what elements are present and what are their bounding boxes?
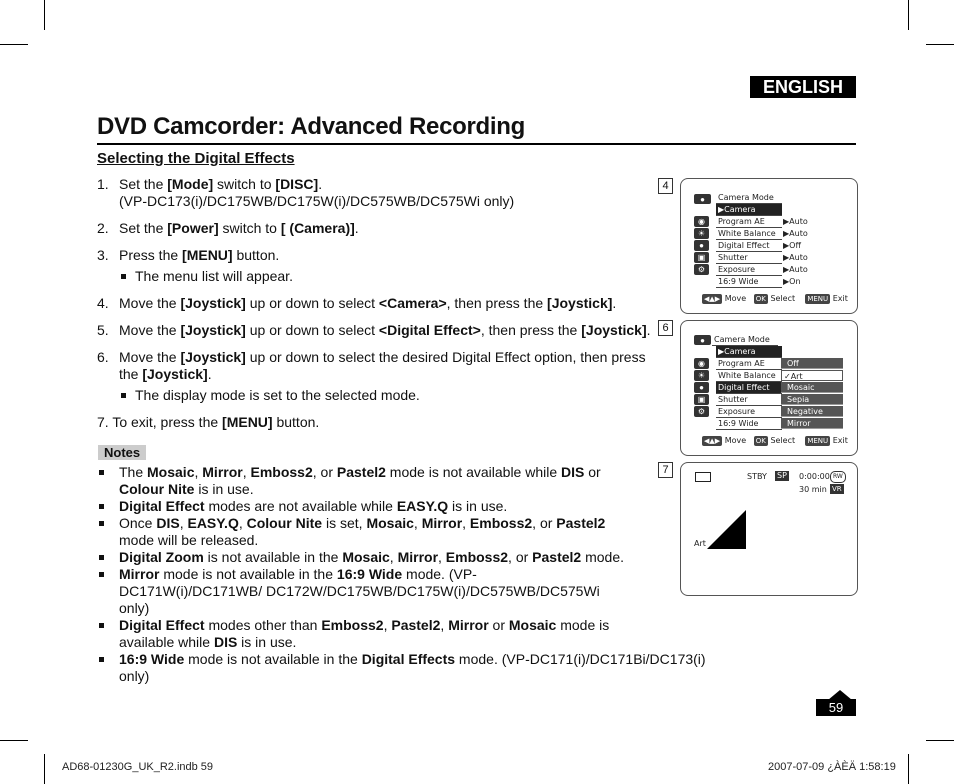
- battery-icon: [695, 472, 711, 482]
- rw-disc-icon: RW: [830, 471, 846, 483]
- menu-item-white-balance: White Balance: [716, 370, 782, 382]
- crop-mark: [908, 754, 909, 784]
- step-1: 1. Set the [Mode] switch to [DISC]. (VP-DC173(i)/DC175WB/DC175W(i)/DC575WB/DC575Wi only): [97, 176, 515, 209]
- menu-value: ▶Auto: [783, 253, 808, 262]
- effect-option: Off: [781, 358, 843, 369]
- time-counter: 0:00:00: [799, 472, 830, 481]
- remaining-time: 30 min: [799, 485, 827, 494]
- effect-label: Art: [694, 539, 706, 548]
- camera-mode-icon: ●: [694, 335, 711, 345]
- digital-effect-icon: ●: [694, 240, 709, 251]
- menu-item-digital-effect: Digital Effect: [716, 240, 782, 252]
- step-7: 7. To exit, press the [MENU] button.: [97, 414, 320, 430]
- crop-mark: [926, 44, 954, 45]
- step-3-sub: The menu list will appear.: [119, 268, 657, 285]
- page-title: DVD Camcorder: Advanced Recording: [97, 113, 525, 140]
- footer-file-info: AD68-01230G_UK_R2.indb 59: [62, 761, 214, 773]
- note-item: Digital Effect modes are not available while EASY.Q is in use.: [97, 498, 737, 515]
- step-3: 3. Press the [MENU] button. The menu list will appear.: [97, 247, 657, 285]
- menu-item-program-ae: Program AE: [716, 216, 782, 228]
- effect-option: Mirror: [781, 418, 843, 429]
- notes-label: Notes: [98, 445, 146, 460]
- menu-value: ▶On: [783, 277, 801, 286]
- joystick-icon: ◀▲▶: [704, 295, 721, 303]
- step-5: 5. Move the [Joystick] up or down to select <Digital Effect>, then press the [Joystick].: [97, 322, 651, 338]
- effect-option-selected: ✓Art: [781, 370, 843, 381]
- steps-list: [97, 176, 657, 431]
- menu-item-shutter: Shutter: [716, 394, 782, 406]
- joystick-icon: ◀▲▶: [704, 437, 721, 445]
- figure-number: 7: [658, 462, 673, 478]
- figure-number: 4: [658, 178, 673, 194]
- menu-header: Camera Mode: [712, 334, 778, 346]
- stby-label: STBY: [747, 472, 767, 481]
- shutter-icon: ▣: [694, 252, 709, 263]
- page-number: 59: [816, 699, 856, 716]
- menu-value: ▶Off: [783, 241, 801, 250]
- note-item: Digital Zoom is not available in the Mosaic, Mirror, Emboss2, or Pastel2 mode.: [97, 549, 737, 566]
- effect-option: Sepia: [781, 394, 843, 405]
- exposure-icon: ⚙: [694, 406, 709, 417]
- menu-item-shutter: Shutter: [716, 252, 782, 264]
- menu-item-white-balance: White Balance: [716, 228, 782, 240]
- crop-mark: [926, 740, 954, 741]
- menu-footer: ◀▲▶ Move OK Select MENU Exit: [704, 436, 848, 445]
- program-ae-icon: ◉: [694, 216, 709, 227]
- crop-mark: [0, 740, 28, 741]
- effect-option: Negative: [781, 406, 843, 417]
- note-item: Once DIS, EASY.Q, Colour Nite is set, Mosaic, Mirror, Emboss2, or Pastel2 mode will be released.: [97, 515, 639, 549]
- figure-number: 6: [658, 320, 673, 336]
- menu-item-digital-effect: Digital Effect: [716, 382, 782, 394]
- menu-item-16-9-wide: 16:9 Wide: [716, 418, 782, 430]
- footer-timestamp: 2007-07-09 ¿ÀÈÄ 1:58:19: [768, 761, 896, 773]
- digital-effect-icon: ●: [694, 382, 709, 393]
- menu-value: ▶Auto: [783, 265, 808, 274]
- notes-list: [97, 464, 737, 685]
- crop-mark: [0, 44, 28, 45]
- vr-icon: VR: [832, 485, 842, 493]
- program-ae-icon: ◉: [694, 358, 709, 369]
- camera-mode-icon: ●: [694, 194, 711, 204]
- white-balance-icon: ☀: [694, 228, 709, 239]
- menu-value: ▶Auto: [783, 217, 808, 226]
- title-divider: [97, 143, 856, 145]
- menu-item-exposure: Exposure: [716, 264, 782, 276]
- language-badge: ENGLISH: [750, 76, 856, 98]
- effect-option: Mosaic: [781, 382, 843, 393]
- effect-arrow-icon: [705, 508, 747, 550]
- menu-footer: ◀▲▶ Move OK Select MENU Exit: [704, 294, 848, 303]
- crop-mark: [44, 754, 45, 784]
- menu-item-16-9-wide: 16:9 Wide: [716, 276, 782, 288]
- note-item: The Mosaic, Mirror, Emboss2, or Pastel2 mode is not available while DIS or Colour Nite is in use.: [97, 464, 639, 498]
- menu-selected-camera: ▶Camera: [716, 346, 782, 358]
- menu-item-program-ae: Program AE: [716, 358, 782, 370]
- note-item: 16:9 Wide mode is not available in the Digital Effects mode. (VP-DC171(i)/DC171Bi/DC173(i) only): [97, 651, 737, 685]
- step-4: 4. Move the [Joystick] up or down to select <Camera>, then press the [Joystick].: [97, 295, 617, 311]
- menu-value: ▶Auto: [783, 229, 808, 238]
- crop-mark: [908, 0, 909, 30]
- shutter-icon: ▣: [694, 394, 709, 405]
- step-6-sub: The display mode is set to the selected mode.: [119, 387, 657, 404]
- step-2: 2. Set the [Power] switch to [ (Camera)].: [97, 220, 359, 236]
- step-6: 6. Move the [Joystick] up or down to select the desired Digital Effect option, then press the [Joystick]. The display mode is set to the selected mode.: [97, 349, 657, 404]
- sp-icon: SP: [777, 471, 787, 480]
- section-title: Selecting the Digital Effects: [97, 150, 295, 167]
- exposure-icon: ⚙: [694, 264, 709, 275]
- white-balance-icon: ☀: [694, 370, 709, 381]
- menu-item-exposure: Exposure: [716, 406, 782, 418]
- menu-header: Camera Mode: [716, 192, 782, 204]
- note-item: Mirror mode is not available in the 16:9 Wide mode. (VP-DC171W(i)/DC171WB/ DC172W/DC175WB/DC175W(i)/DC575WB/DC575Wi only): [97, 566, 619, 617]
- menu-selected-camera: ▶Camera: [716, 204, 782, 216]
- crop-mark: [44, 0, 45, 30]
- note-item: Digital Effect modes other than Emboss2, Pastel2, Mirror or Mosaic mode is available while DIS is in use.: [97, 617, 619, 651]
